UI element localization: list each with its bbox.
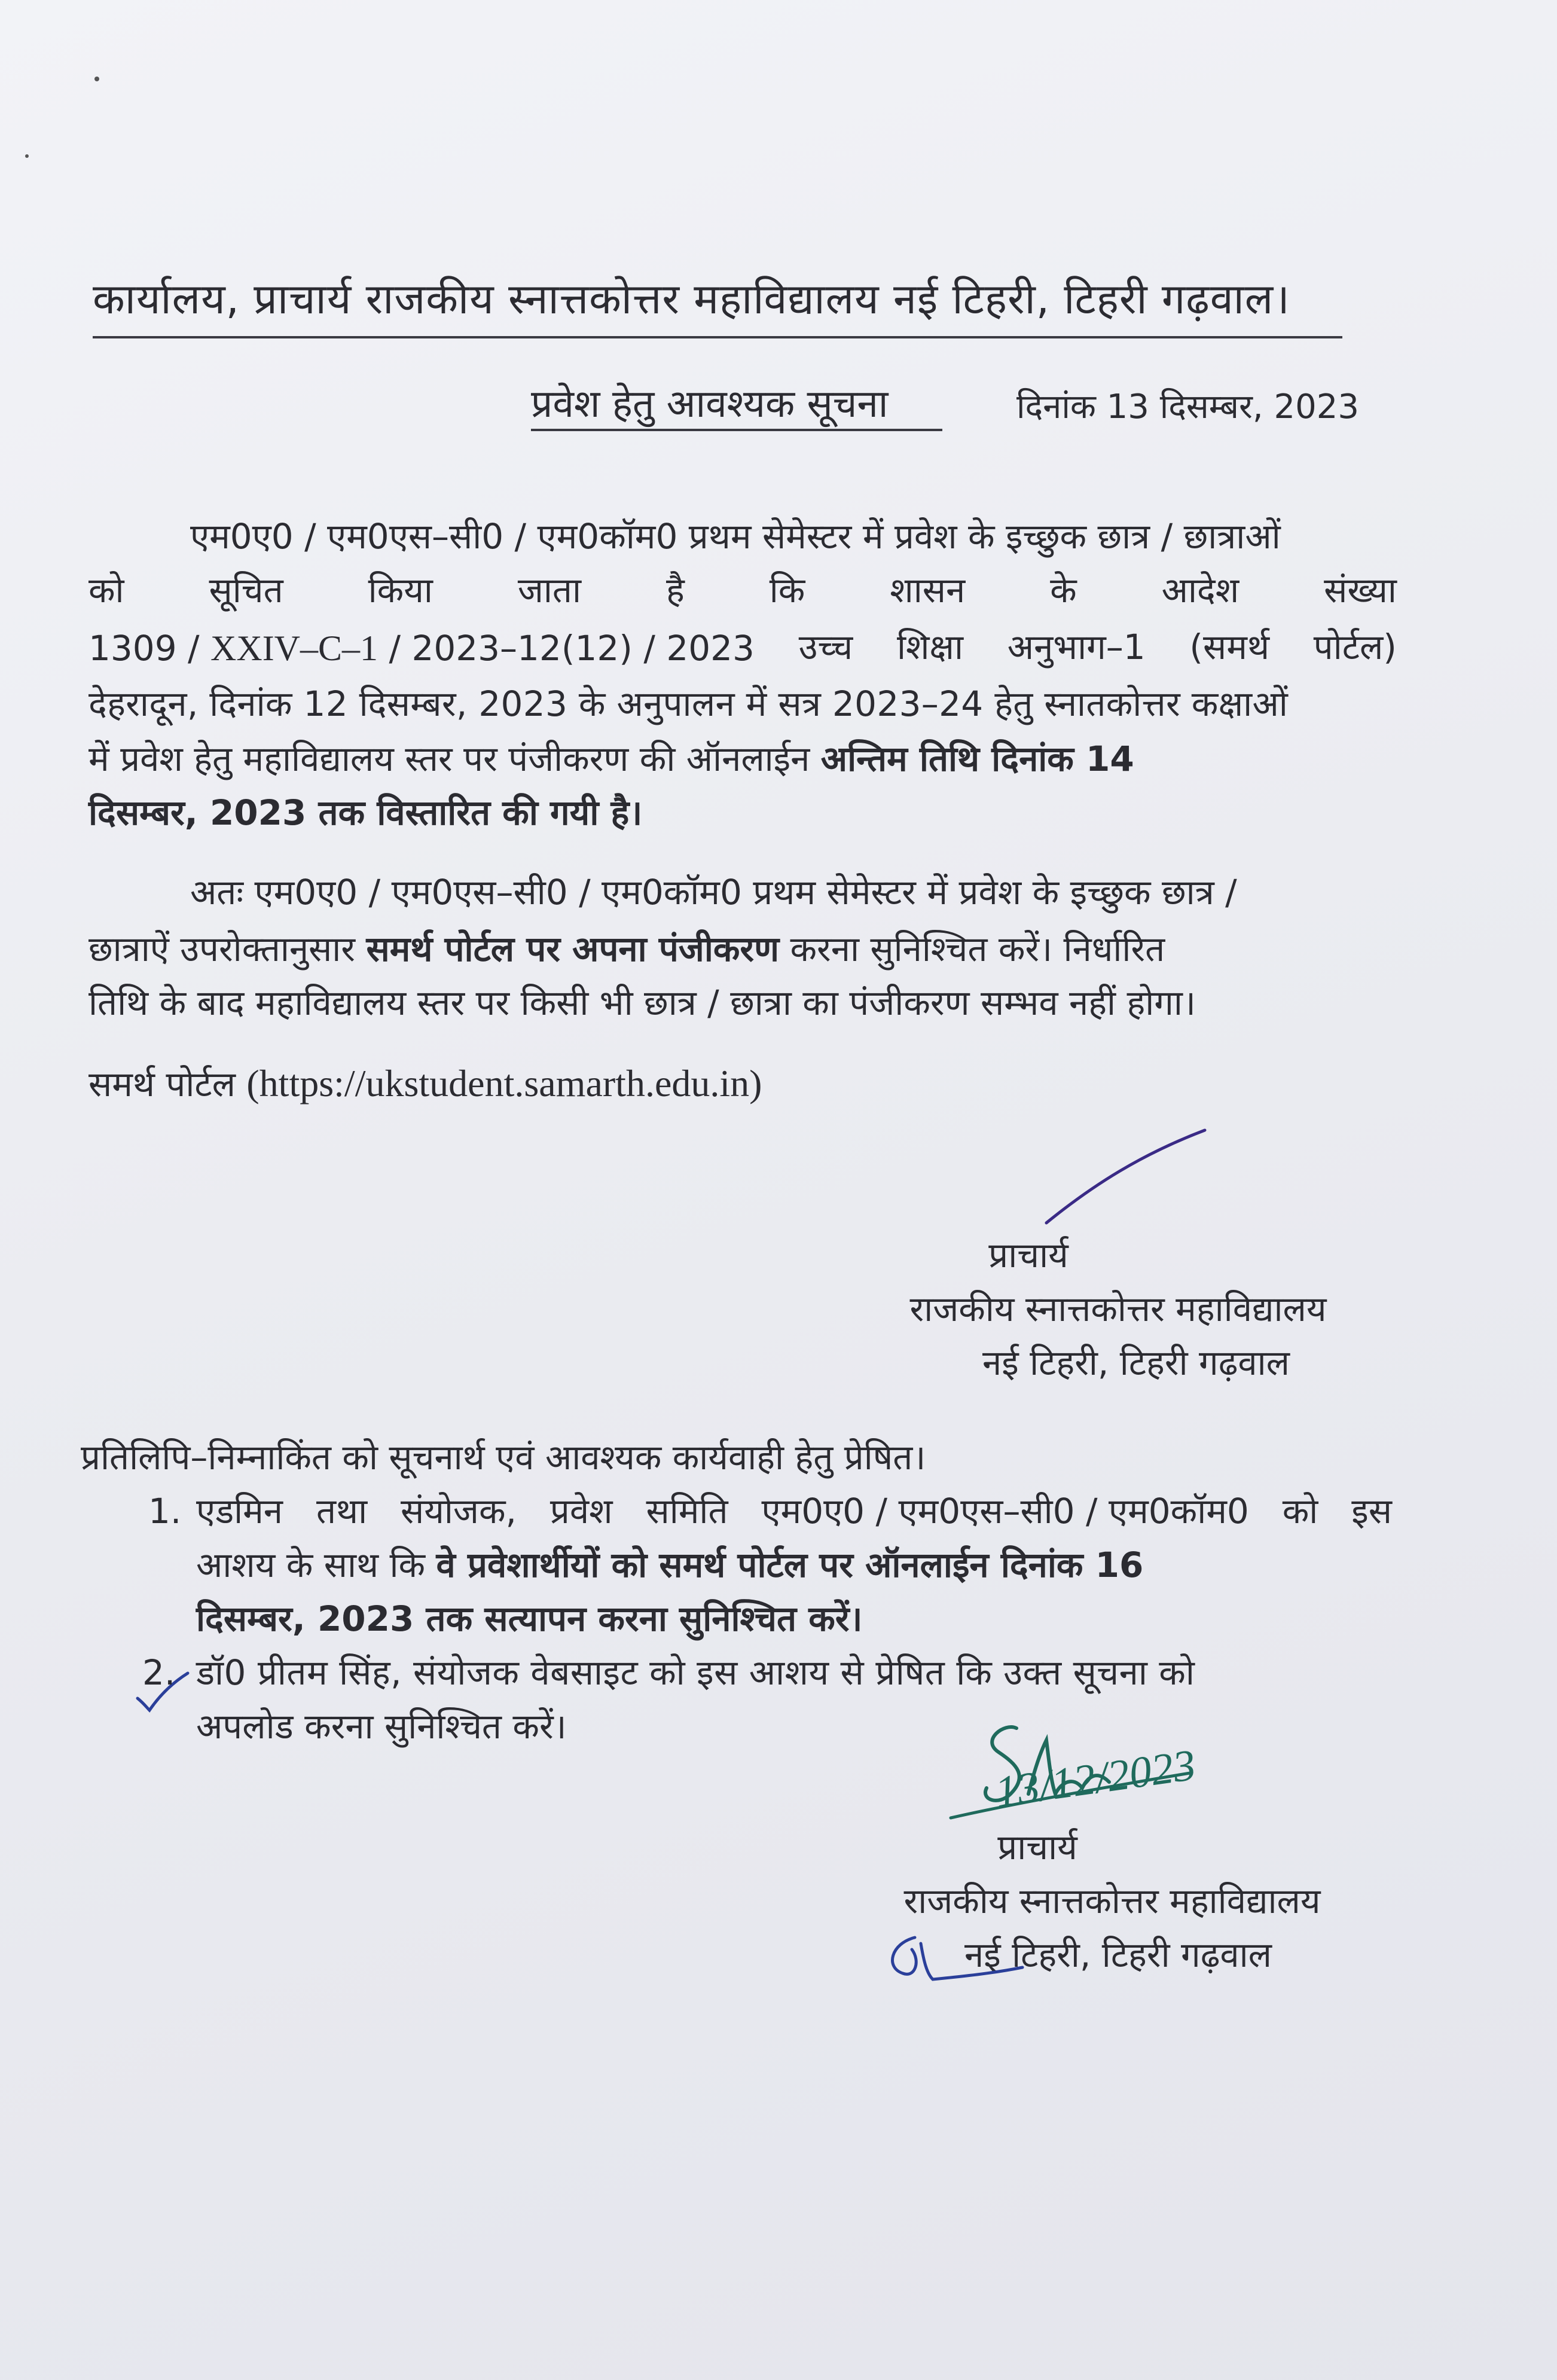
signatory-place: नई टिहरी, टिहरी गढ़वाल [982, 1342, 1290, 1383]
portal-label: समर्थ पोर्टल [88, 1064, 236, 1104]
portal-url[interactable]: (https://ukstudent.samarth.edu.in) [246, 1062, 762, 1104]
word: एडमिन [196, 1491, 283, 1531]
notice-title-underline [531, 429, 942, 431]
word: को [1282, 1491, 1318, 1531]
para2-line1: अतः एम0ए0 / एम0एस–सी0 / एम0कॉम0 प्रथम सेमेस्टर में प्रवेश के इच्छुक छात्र / [190, 872, 1237, 913]
para1-line4: देहरादून, दिनांक 12 दिसम्बर, 2023 के अनुपालन में सत्र 2023–24 हेतु स्नातकोत्तर कक्षाओं [88, 684, 1289, 724]
word: के [1050, 570, 1077, 611]
paper-speck [94, 77, 99, 81]
office-heading: कार्यालय, प्राचार्य राजकीय स्नात्तकोत्तर महाविद्यालय नई टिहरी, टिहरी गढ़वाल। [93, 274, 1290, 324]
verification-text: वे प्रवेशार्थीयों को समर्थ पोर्टल पर ऑनलाईन दिनांक 16 [436, 1545, 1144, 1585]
word: आदेश [1161, 570, 1240, 611]
copy-intro: प्रतिलिपि–निम्नाकिंत को सूचनार्थ एवं आवश्यक कार्यवाही हेतु प्रेषित। [81, 1437, 926, 1478]
word: समिति [646, 1491, 728, 1531]
word: जाता [517, 570, 581, 611]
copy-item1-line1 [196, 1489, 1392, 1534]
word: है [665, 570, 685, 611]
copy-item1-line2: आशय के साथ कि वे प्रवेशार्थीयों को समर्थ पोर्टल पर ऑनलाईन दिनांक 16 [196, 1545, 1144, 1585]
word: सूचित [209, 570, 283, 611]
signatory-title: प्राचार्य [988, 1235, 1068, 1276]
order-number: 1309 / XXIV–C–1 / 2023–12(12) / 2023 [88, 628, 755, 669]
copy-item2-line1: डॉ0 प्रीतम सिंह, संयोजक वेबसाइट को इस आशय से प्रेषित कि उक्त सूचना को [196, 1652, 1195, 1693]
word: शासन [890, 570, 966, 611]
portal-registration-text: समर्थ पोर्टल पर अपना पंजीकरण [366, 929, 780, 969]
word: एम0ए0 / एम0एस–सी0 / एम0कॉम0 [761, 1491, 1249, 1531]
paper-speck [25, 154, 29, 158]
copy-item2-line2: अपलोड करना सुनिश्चित करें। [196, 1706, 567, 1747]
deadline-text: अन्तिम तिथि दिनांक 14 [820, 739, 1134, 779]
copy-item1-line3: दिसम्बर, 2023 तक सत्यापन करना सुनिश्चित करें। [196, 1598, 863, 1639]
initials-mark-icon [879, 1926, 1028, 1997]
para1-line2 [88, 568, 1397, 613]
office-heading-underline [93, 336, 1342, 338]
portal-line [88, 1058, 762, 1108]
para2-line3: तिथि के बाद महाविद्यालय स्तर पर किसी भी छात्र / छात्रा का पंजीकरण सम्भव नहीं होगा। [88, 982, 1196, 1023]
word: प्रवेश [549, 1491, 613, 1531]
signatory-college: राजकीय स्नात्तकोत्तर महाविद्यालय [909, 1288, 1327, 1329]
para1-line5: में प्रवेश हेतु महाविद्यालय स्तर पर पंजीकरण की ऑनलाईन अन्तिम तिथि दिनांक 14 [88, 739, 1134, 779]
word: शिक्षा [896, 627, 964, 667]
copy-item2-number: 2. [142, 1652, 176, 1693]
word: को [88, 570, 124, 611]
word: पोर्टल) [1313, 627, 1397, 667]
signature-block-1 [873, 1229, 1363, 1390]
word: संख्या [1324, 570, 1397, 611]
para1-line6: दिसम्बर, 2023 तक विस्तारित की गयी है। [88, 792, 643, 833]
handwritten-date: 13/12/2023 [992, 1740, 1199, 1817]
signatory-place: नई टिहरी, टिहरी गढ़वाल [964, 1934, 1272, 1975]
word: संयोजक, [401, 1491, 517, 1531]
word: तथा [316, 1491, 368, 1531]
signatory-title: प्राचार्य [997, 1827, 1077, 1868]
para1-line3 [88, 625, 1397, 672]
copy-item1-number: 1. [148, 1491, 182, 1531]
signatory-college: राजकीय स्नात्तकोत्तर महाविद्यालय [903, 1880, 1321, 1921]
word: (समर्थ [1189, 627, 1270, 667]
principal-signature-stroke [1040, 1124, 1214, 1232]
word: किया [368, 570, 433, 611]
word: अनुभाग–1 [1007, 627, 1146, 667]
para1-line1: एम0ए0 / एम0एस–सी0 / एम0कॉम0 प्रथम सेमेस्टर में प्रवेश के इच्छुक छात्र / छात्राओं [190, 516, 1281, 557]
word: कि [769, 570, 805, 611]
para2-line2: छात्राऐं उपरोक्तानुसार समर्थ पोर्टल पर अपना पंजीकरण करना सुनिश्चित करें। निर्धारित [88, 929, 1165, 969]
word: उच्च [798, 627, 853, 667]
word: इस [1351, 1491, 1392, 1531]
notice-title: प्रवेश हेतु आवश्यक सूचना [531, 382, 889, 426]
notice-date: दिनांक 13 दिसम्बर, 2023 [1016, 387, 1359, 426]
